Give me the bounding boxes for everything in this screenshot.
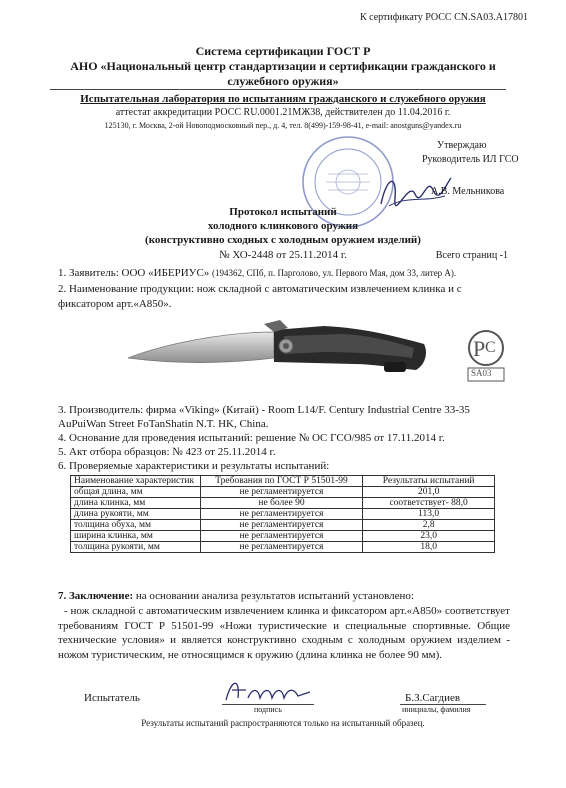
manufacturer-line-1: 3. Производитель: фирма «Viking» (Китай) - Room L14/F. Century Industrial Centre 33-35: [58, 404, 470, 416]
approval-name: А.В. Мельникова: [431, 186, 505, 197]
cell-characteristic: общая длина, мм: [71, 487, 201, 498]
tester-name: Б.З.Сагдиев: [405, 692, 461, 704]
conclusion-label: 7. Заключение:: [58, 590, 134, 602]
page-count: Всего страниц -1: [435, 250, 508, 261]
address-line: 125130, г. Москва, 2-ой Новоподмосковный пер., д. 4, тел. 8(499)-159-98-41, e-mail: anostguns@yandex.ru: [104, 121, 462, 130]
conclusion-lead: на основании анализа результатов испытаний установлено:: [135, 590, 414, 602]
cell-characteristic: толщина рукояти, мм: [71, 542, 201, 553]
cell-requirement: не регламентируется: [200, 520, 363, 531]
approval-label: Утверждаю: [437, 140, 487, 151]
column-header-characteristic: Наименование характеристик: [71, 476, 201, 487]
conclusion-heading: [58, 590, 414, 602]
knife-photo: [124, 318, 444, 388]
protocol-number: № ХО-2448 от 25.11.2014 г.: [219, 249, 347, 261]
approval-position: Руководитель ИЛ ГСО: [422, 154, 519, 165]
cell-requirement: не регламентируется: [200, 531, 363, 542]
cell-characteristic: толщина обуха, мм: [71, 520, 201, 531]
applicant-address: (194362, СПб, п. Парголово, ул. Первого Мая, дом 33, литер А).: [212, 268, 457, 278]
cell-characteristic: длина рукояти, мм: [71, 509, 201, 520]
cell-result: 23,0: [363, 531, 495, 542]
table-row: [71, 520, 495, 531]
product-name-line-1: 2. Наименование продукции: нож складной с автоматическим извлечением клинка и с: [58, 283, 462, 295]
protocol-subject: холодного клинкового оружия: [207, 220, 359, 232]
table-header-row: [71, 476, 495, 487]
system-title: Система сертификации ГОСТ Р: [195, 44, 371, 58]
cell-result: 113,0: [363, 509, 495, 520]
column-header-requirement: Требования по ГОСТ Р 51501-99: [200, 476, 363, 487]
cell-requirement: не регламентируется: [200, 509, 363, 520]
cell-requirement: не регламентируется: [200, 542, 363, 553]
tester-signature: [218, 674, 318, 708]
accreditation-line: аттестат аккредитации РОСС RU.0001.21МЖ38, действителен до 11.04.2016 г.: [115, 107, 451, 118]
signature-caption: подпись: [254, 705, 282, 714]
conclusion-text: - нож складной с автоматическим извлечением клинка и фиксатором арт.«А850» соответствует требованиям ГОСТ Р 51501-99 «Ножи туристические и специальные спортивные. Общие технические условия» и является конструктивно сходным с холодным оружием изделием - ножом туристическим, не относящимся к оружию (длина клинка не более 90 мм).: [58, 605, 510, 661]
results-table: [70, 475, 495, 553]
certificate-reference: К сертификату РОСС CN.SA03.A17801: [360, 12, 528, 23]
rst-mark-code: SA03: [471, 368, 492, 378]
cell-result: 2,8: [363, 520, 495, 531]
cell-requirement: не более 90: [200, 498, 363, 509]
table-row: [71, 509, 495, 520]
results-scope-note: Результаты испытаний распространяются только на испытанный образец.: [141, 718, 425, 728]
table-row: [71, 498, 495, 509]
product-name-line-2: фиксатором арт.«А850».: [58, 298, 172, 310]
header-divider-1: [50, 89, 506, 90]
cell-result: 18,0: [363, 542, 495, 553]
tester-label: Испытатель: [84, 692, 140, 704]
cell-result: соответствует- 88,0: [363, 498, 495, 509]
sampling-act: 5. Акт отбора образцов: № 423 от 25.11.2014 г.: [58, 446, 276, 458]
table-row: [71, 531, 495, 542]
protocol-subtitle: (конструктивно сходных с холодным оружием изделий): [145, 234, 421, 246]
cell-result: 201,0: [363, 487, 495, 498]
applicant-label: 1. Заявитель:: [58, 267, 119, 279]
table-row: [71, 487, 495, 498]
table-row: [71, 542, 495, 553]
manufacturer-line-2: AuPuiWan Street FoTanShatin N.T. HK, China.: [58, 418, 269, 430]
applicant-name: ООО «ИБЕРИУС»: [121, 267, 210, 279]
laboratory-title: Испытательная лаборатория по испытаниям гражданского и служебного оружия: [80, 93, 486, 105]
column-header-result: Результаты испытаний: [363, 476, 495, 487]
cell-characteristic: длина клинка, мм: [71, 498, 201, 509]
name-caption: инициалы, фамилия: [402, 705, 471, 714]
protocol-title: Протокол испытаний: [229, 206, 337, 218]
cell-characteristic: ширина клинка, мм: [71, 531, 201, 542]
testing-basis: 4. Основание для проведения испытаний: решение № ОС ГСО/985 от 17.11.2014 г.: [58, 432, 445, 444]
organization-line-2: служебного оружия»: [227, 74, 339, 88]
cell-requirement: не регламентируется: [200, 487, 363, 498]
characteristics-heading: 6. Проверяемые характеристики и результаты испытаний:: [58, 460, 330, 472]
svg-text:C: C: [485, 339, 496, 356]
applicant-line: [58, 267, 456, 279]
svg-text:P: P: [473, 336, 486, 361]
organization-line-1: АНО «Национальный центр стандартизации и сертификации гражданского и: [70, 59, 496, 73]
